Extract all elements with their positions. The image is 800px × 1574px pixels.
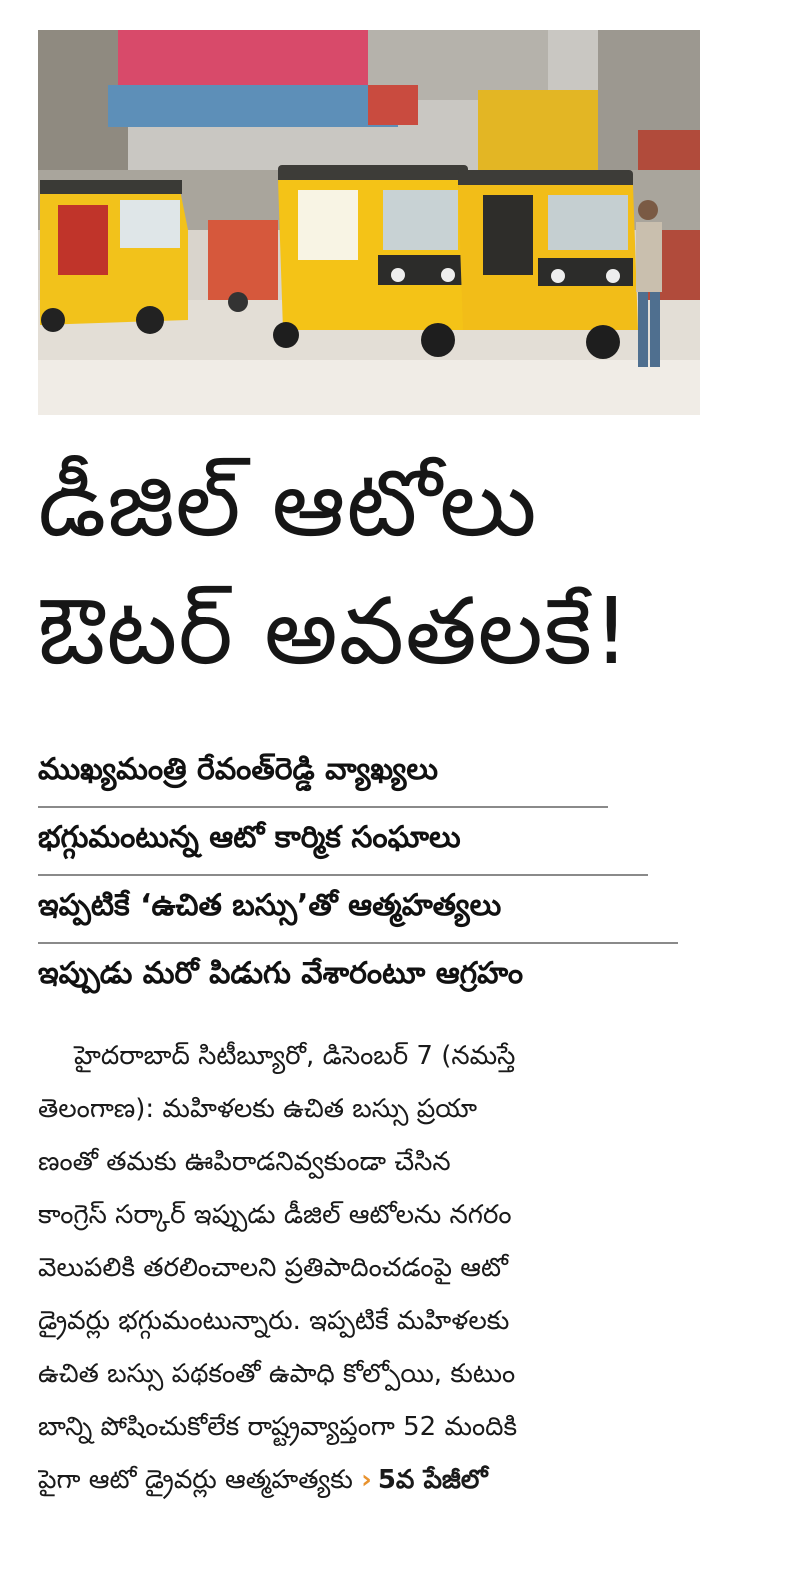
headline-line-2: ఔటర్ అవతలకే! [38, 578, 631, 685]
auto-rickshaw-middle [273, 165, 478, 357]
subheading-2 [38, 808, 718, 874]
subheading-4 [38, 944, 718, 1010]
continued-on-page-link[interactable] [361, 1465, 488, 1495]
subheading-1-text: ముఖ్యమంత్రి రేవంత్‌రెడ్డి వ్యాఖ్యలు [38, 752, 439, 787]
subheading-3-text: ఇప్పటికే ‘ఉచిత బస్సు’తో ఆత్మహత్యలు [38, 888, 502, 923]
body-line-last-text: పైగా ఆటో డ్రైవర్లు ఆత్మహత్యకు [38, 1465, 353, 1495]
blue-signboard [108, 85, 398, 127]
body-line: కాంగ్రెస్ సర్కార్ ఇప్పుడు డీజిల్ ఆటోలను నగరం [38, 1200, 512, 1230]
continued-page-label: 5వ పేజీలో [377, 1465, 488, 1495]
chevron-right-icon: › [361, 1465, 372, 1495]
auto-rickshaw-left [40, 180, 188, 334]
subheading-3 [38, 876, 718, 942]
red-cart [208, 220, 278, 300]
body-line-last [38, 1454, 700, 1507]
subheading-4-text: ఇప్పుడు మరో పిడుగు వేశారంటూ ఆగ్రహం [38, 956, 524, 991]
photo-illustration [38, 30, 700, 415]
article-body [38, 1030, 700, 1507]
body-line: బాన్ని పోషించుకోలేక రాష్ట్రవ్యాప్తంగా 52 మందికి [38, 1412, 518, 1442]
news-photo-auto-rickshaws [38, 30, 700, 415]
body-line: వెలుపలికి తరలించాలని ప్రతిపాదించడంపై ఆటో [38, 1253, 509, 1283]
body-line: తెలంగాణ): మహిళలకు ఉచిత బస్సు ప్రయా [38, 1094, 477, 1124]
subheading-1 [38, 740, 718, 806]
body-line: హైదరాబాద్ సిటీబ్యూరో, డిసెంబర్ 7 (నమస్తే [74, 1041, 516, 1071]
body-line: డ్రైవర్లు భగ్గుమంటున్నారు. ఇప్పటికే మహిళలకు [38, 1306, 510, 1336]
headline [38, 440, 738, 696]
headline-line-1: డీజిల్ ఆటోలు [38, 450, 538, 557]
body-line: ణంతో తమకు ఊపిరాడనివ్వకుండా చేసిన [38, 1147, 451, 1177]
subheading-2-text: భగ్గుమంటున్న ఆటో కార్మిక సంఘాలు [38, 820, 461, 855]
body-line: ఉచిత బస్సు పథకంతో ఉపాధి కోల్పోయి, కుటుం [38, 1359, 516, 1389]
billboard-pink [118, 30, 388, 92]
subheadings [38, 740, 718, 1010]
